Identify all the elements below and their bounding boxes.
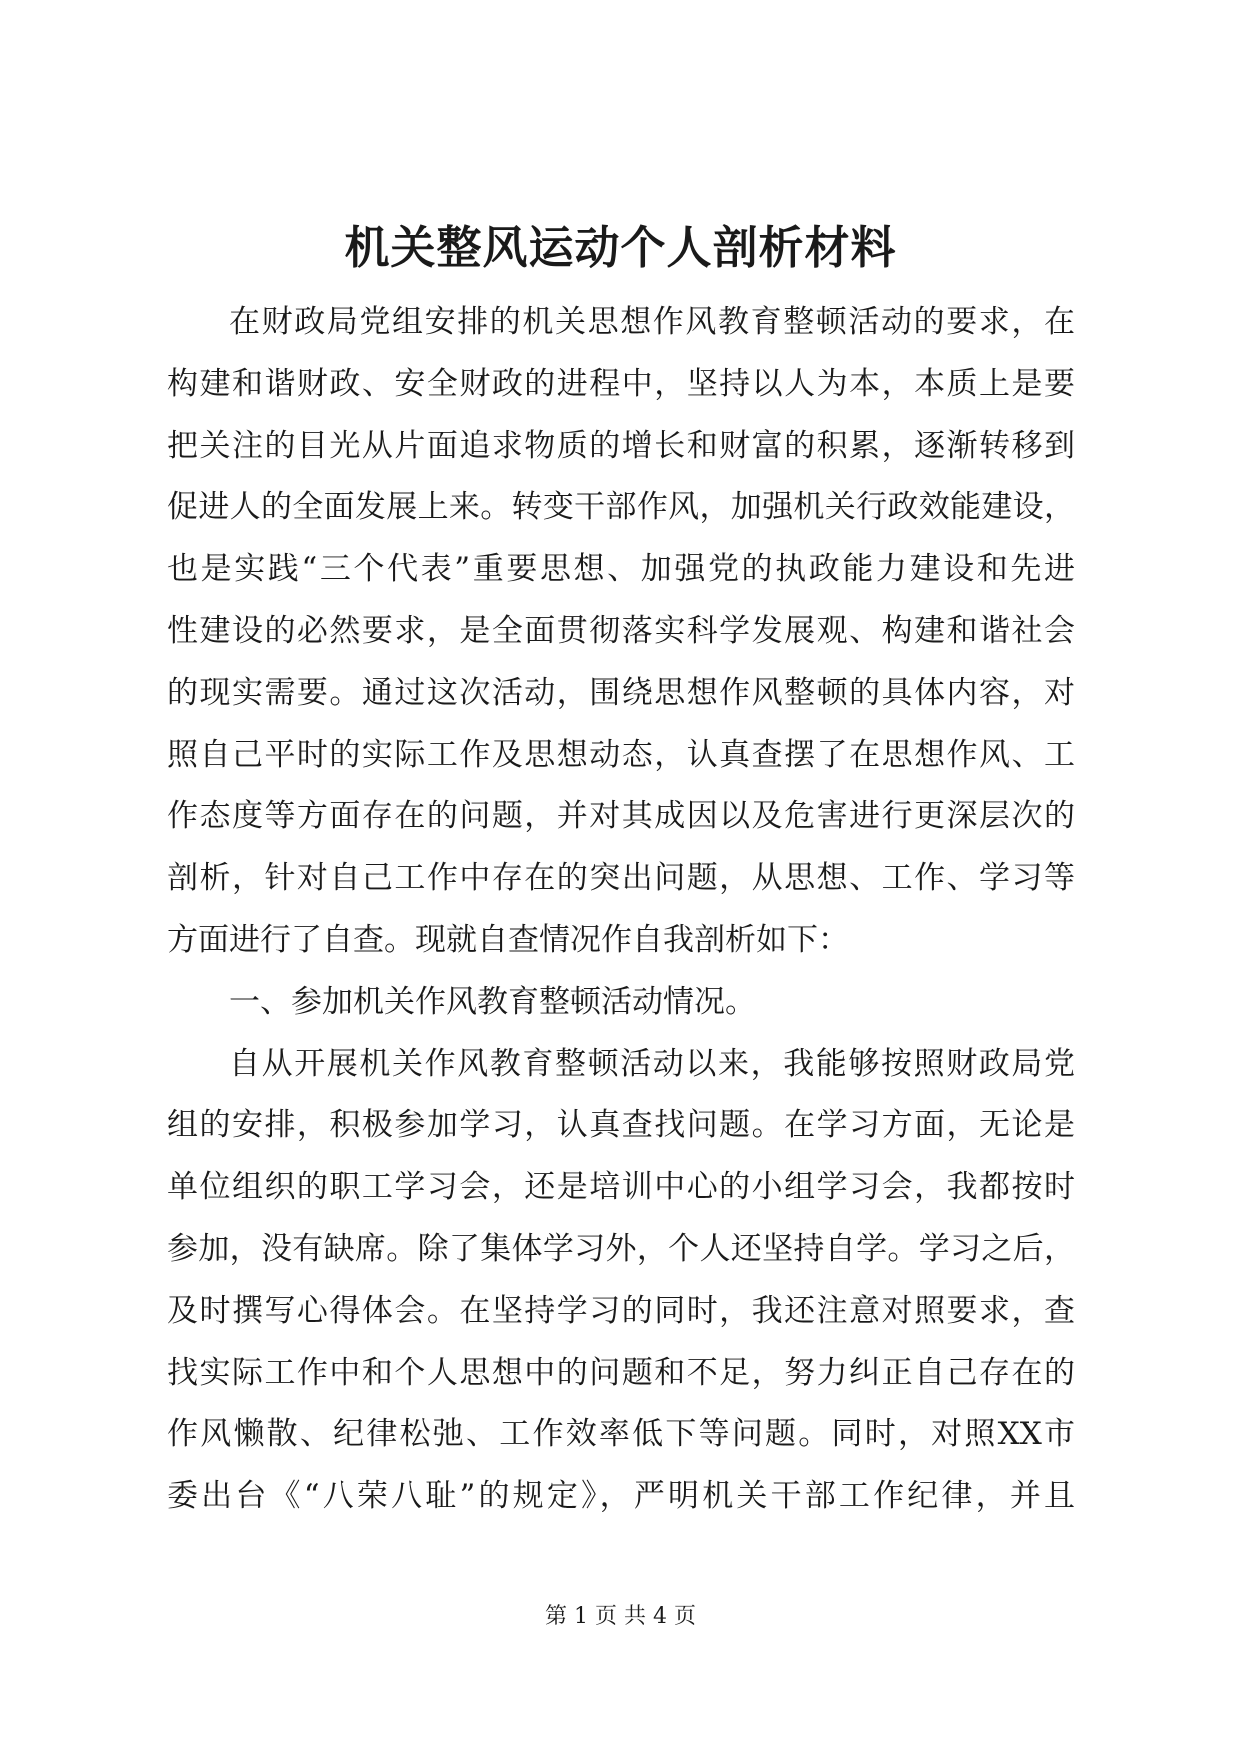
body-line: 找实际工作中和个人思想中的问题和不足，努力纠正自己存在的 xyxy=(167,1354,1075,1391)
document-body xyxy=(167,292,1075,1528)
body-line: 作风懒散、纪律松弛、工作效率低下等问题。同时，对照XX市 xyxy=(167,1416,1075,1453)
body-line: 促进人的全面发展上来。转变干部作风，加强机关行政效能建设， xyxy=(167,489,1075,526)
document-title: 机关整风运动个人剖析材料 xyxy=(344,221,897,274)
body-line: 在财政局党组安排的机关思想作风教育整顿活动的要求，在 xyxy=(229,304,1075,340)
body-line: 委出台《“八荣八耻”的规定》，严明机关干部工作纪律，并且 xyxy=(167,1478,1075,1515)
body-line: 方面进行了自查。现就自查情况作自我剖析如下： xyxy=(167,921,849,958)
body-line: 照自己平时的实际工作及思想动态，认真查摆了在思想作风、工 xyxy=(167,736,1075,773)
body-line: 及时撰写心得体会。在坚持学习的同时，我还注意对照要求，查 xyxy=(167,1292,1075,1329)
body-line: 也是实践“三个代表”重要思想、加强党的执政能力建设和先进 xyxy=(167,551,1075,588)
body-line: 构建和谐财政、安全财政的进程中，坚持以人为本，本质上是要 xyxy=(167,365,1075,402)
body-line: 自从开展机关作风教育整顿活动以来，我能够按照财政局党 xyxy=(229,1045,1075,1082)
body-line: 单位组织的职工学习会，还是培训中心的小组学习会，我都按时 xyxy=(167,1169,1075,1206)
body-line: 剖析，针对自己工作中存在的突出问题，从思想、工作、学习等 xyxy=(167,860,1075,897)
body-line: 性建设的必然要求，是全面贯彻落实科学发展观、构建和谐社会 xyxy=(167,612,1075,649)
body-line: 把关注的目光从片面追求物质的增长和财富的积累，逐渐转移到 xyxy=(167,427,1075,464)
body-line: 作态度等方面存在的问题，并对其成因以及危害进行更深层次的 xyxy=(167,798,1075,835)
body-line: 的现实需要。通过这次活动，围绕思想作风整顿的具体内容，对 xyxy=(167,674,1075,711)
body-line: 参加，没有缺席。除了集体学习外，个人还坚持自学。学习之后， xyxy=(167,1230,1075,1267)
page-number-footer: 第 1 页 共 4 页 xyxy=(545,1604,696,1629)
section-heading: 一、参加机关作风教育整顿活动情况。 xyxy=(229,983,756,1020)
body-line: 组的安排，积极参加学习，认真查找问题。在学习方面，无论是 xyxy=(167,1107,1075,1144)
